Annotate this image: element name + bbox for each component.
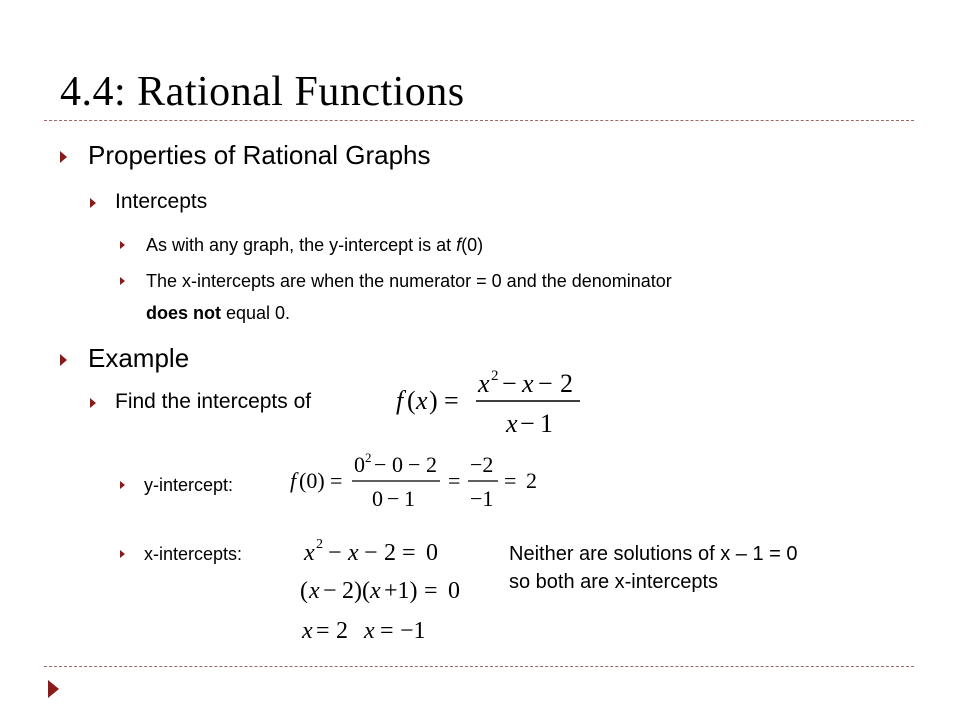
bullet-arrow-icon: [120, 481, 125, 489]
y-intercept-equation: [290, 448, 540, 523]
y-intercept-rule-text: As with any graph, the y-intercept is at f(0): [146, 235, 484, 255]
x-intercept-rule-line2: does not equal 0.: [146, 303, 291, 323]
x-intercepts-equations: [300, 532, 490, 657]
svg-text:x: x: [416, 386, 428, 415]
svg-text:0: 0: [354, 452, 365, 477]
svg-text:−: −: [408, 452, 421, 477]
svg-text:x: x: [506, 409, 518, 438]
title-divider: [44, 120, 914, 121]
svg-text:−1: −1: [470, 486, 494, 511]
svg-text:−: −: [323, 578, 337, 604]
bullet-arrow-icon: [120, 550, 125, 558]
bullet-arrow-icon: [90, 398, 96, 408]
bullet-arrow-icon: [60, 354, 67, 366]
svg-text:−: −: [328, 540, 342, 566]
svg-text:2: 2: [365, 450, 372, 465]
footer-divider: [44, 666, 914, 667]
properties-heading: Properties of Rational Graphs: [88, 140, 431, 170]
bullet-arrow-icon: [60, 151, 67, 163]
note-line2: so both are x-intercepts: [509, 571, 718, 593]
svg-text:x: x: [364, 618, 375, 644]
note-line1: Neither are solutions of x – 1 = 0: [509, 543, 798, 565]
svg-text:2)(: 2)(: [342, 578, 370, 604]
svg-text:−: −: [520, 409, 535, 438]
svg-text:x: x: [370, 578, 381, 604]
svg-text:=: =: [402, 540, 416, 566]
svg-text:): ): [429, 386, 438, 415]
y-intercept-label: y-intercept:: [144, 475, 234, 495]
svg-text:1: 1: [404, 486, 415, 511]
svg-text:2: 2: [560, 369, 573, 398]
example-heading: Example: [88, 343, 190, 373]
bullet-arrow-icon: [120, 241, 125, 249]
find-intercepts-label: Find the intercepts of: [115, 390, 312, 413]
intercepts-heading: Intercepts: [115, 190, 208, 213]
svg-text:+1): +1): [384, 578, 418, 604]
x-intercepts-label: x-intercepts:: [144, 544, 243, 564]
slide-title: 4.4: Rational Functions: [60, 69, 465, 115]
svg-text:−: −: [538, 369, 553, 398]
svg-text:−: −: [364, 540, 378, 566]
svg-text:0: 0: [392, 452, 403, 477]
svg-text:(0): (0): [299, 468, 325, 493]
svg-text:x: x: [522, 369, 534, 398]
svg-text:=: =: [448, 468, 461, 493]
bullet-arrow-icon: [120, 277, 125, 285]
svg-text:−: −: [374, 452, 387, 477]
svg-text:=: =: [316, 618, 330, 644]
svg-text:2: 2: [491, 368, 499, 384]
svg-text:2: 2: [316, 537, 323, 552]
svg-text:−2: −2: [470, 452, 494, 477]
svg-text:2: 2: [526, 468, 537, 493]
svg-text:=: =: [424, 578, 438, 604]
svg-text:x: x: [302, 618, 313, 644]
svg-text:2: 2: [336, 618, 348, 644]
x-intercepts-note: [509, 540, 798, 596]
svg-text:−1: −1: [400, 618, 426, 644]
svg-text:x: x: [304, 540, 315, 566]
svg-text:2: 2: [384, 540, 396, 566]
svg-text:=: =: [444, 386, 459, 415]
svg-text:=: =: [380, 618, 394, 644]
svg-text:0: 0: [448, 578, 460, 604]
svg-text:(: (: [300, 578, 308, 604]
svg-text:x: x: [478, 369, 490, 398]
svg-text:f: f: [290, 468, 297, 493]
svg-text:x: x: [309, 578, 320, 604]
slide-corner-arrow-icon: [48, 680, 59, 698]
function-definition-equation: [396, 362, 596, 447]
svg-text:x: x: [348, 540, 359, 566]
svg-text:0: 0: [372, 486, 383, 511]
svg-text:f: f: [396, 386, 404, 415]
bullet-arrow-icon: [90, 198, 96, 208]
svg-text:1: 1: [540, 409, 553, 438]
svg-text:−: −: [502, 369, 517, 398]
svg-text:0: 0: [426, 540, 438, 566]
svg-text:−: −: [387, 486, 400, 511]
svg-text:=: =: [504, 468, 517, 493]
svg-text:2: 2: [426, 452, 437, 477]
svg-text:(: (: [407, 386, 416, 415]
svg-text:=: =: [330, 468, 343, 493]
x-intercept-rule-line1: The x-intercepts are when the numerator = 0 and the denominator: [146, 271, 672, 291]
